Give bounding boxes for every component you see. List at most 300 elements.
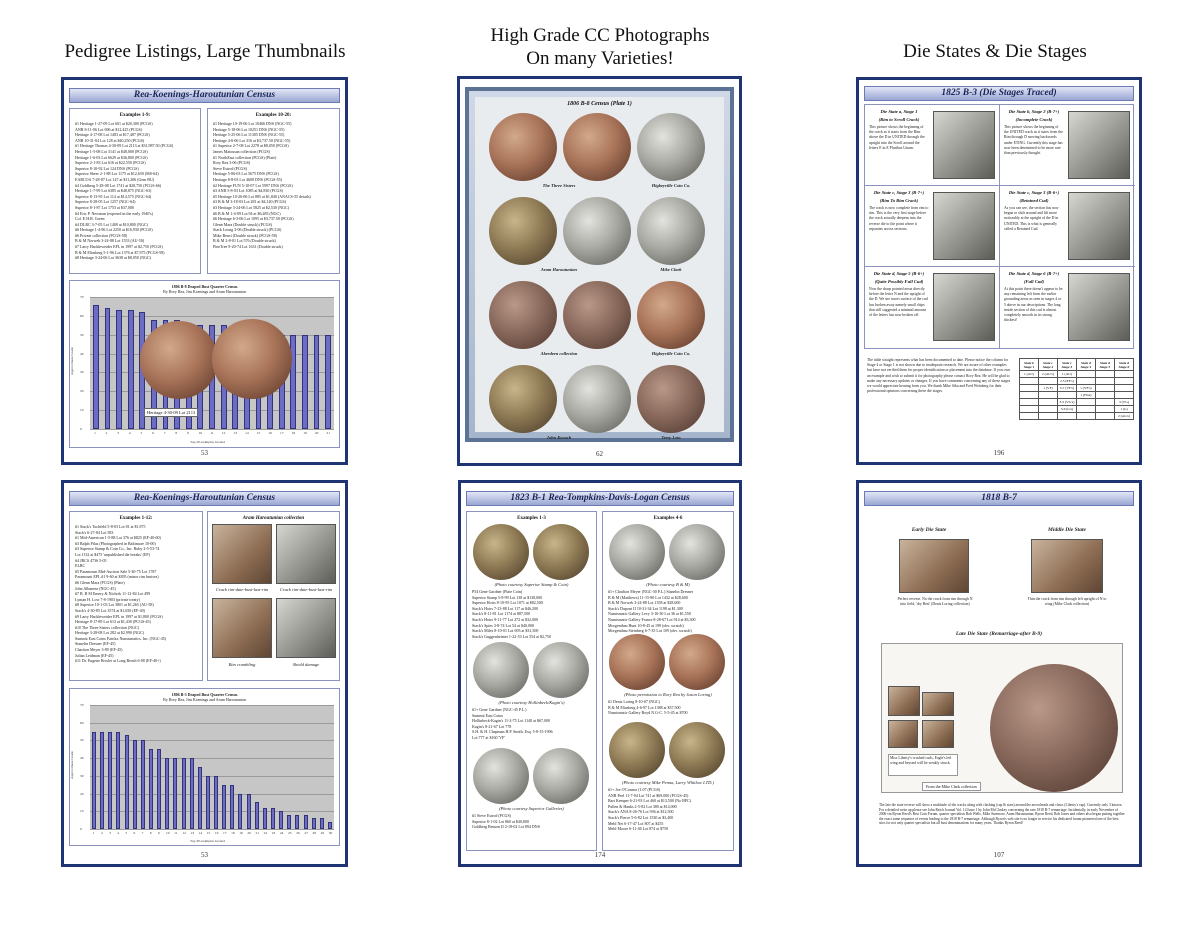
census-entry: S.H. & H. Chapman H.P. Smith, Esq. 5-8-15-1906 <box>472 729 553 735</box>
census-entry: #1+ Charlton Meyer (NGC-30 P.L.) Stanelin Dresner <box>608 589 694 594</box>
census-entry: Numismatic Gallery France 8-28-67 Lot 914 at $3,300 <box>608 616 696 622</box>
census-entry: #1 Superior 2-7-08 Lot 2278 at $8,050 (PCGS) <box>213 143 289 149</box>
coin-photo <box>489 365 557 433</box>
census-entry: #3 ANR 5-8-03 Lot 1085 at $4,830 (PCGS) <box>213 188 283 194</box>
census-entry: Mehl Net 6-17-47 Lot 807 at $255 <box>608 820 664 826</box>
late-die-state-panel <box>881 643 1123 793</box>
collection-label: Terry Leto <box>661 435 681 440</box>
chart-bar <box>325 335 331 429</box>
chart-bar <box>133 740 137 829</box>
chart-x-tick-label: 27 <box>304 831 308 835</box>
late-die-state-caption: Miss Liberty's crushed curls, Eagle's left wing and beyond will be weakly struck. <box>888 754 958 776</box>
die-photo-shield-damage <box>276 598 336 658</box>
chart-bar <box>255 802 259 829</box>
die-stage-table <box>1019 358 1134 430</box>
chart-bar <box>93 305 99 429</box>
chart-x-tick-label: 2 <box>105 431 108 435</box>
census-entry: #6 Heritage 6-3-06 Lot 1095 at $3,737.50 (PCGS) <box>213 216 294 222</box>
census-entry: Julian Leidman (EF-45) <box>75 652 114 658</box>
census-entry: #8 Superior 10-1-03 Lot 3801 at $1,265 (AU-58) <box>75 602 154 608</box>
census-entry: Lot 777 at $160 'VF' <box>472 734 505 740</box>
census-entry: Stack Leong 3-06 (Double struck) (PCGS) <box>213 227 282 233</box>
census-entry: John Albanese (NGC-45) <box>75 585 116 591</box>
census-list <box>608 787 691 832</box>
chart-bar <box>190 758 194 829</box>
collection-label: Higbeyville Coin Co. <box>651 183 691 188</box>
table-cell <box>1057 413 1076 420</box>
chart-bar <box>165 758 169 829</box>
chart-coin-label: Heritage 4-30-09 Lot 2113 <box>144 408 198 417</box>
chart-x-tick-label: 9 <box>187 431 189 435</box>
chart-bar <box>287 815 291 829</box>
page-title: 1825 B-3 (Die Stages Traced) <box>864 86 1134 101</box>
chart-subtitle: By Rory Rea, Jim Koenings and Aram Haroutunian <box>163 697 246 702</box>
coin-photo <box>637 281 705 349</box>
chart-bar <box>182 758 186 829</box>
chart-bar <box>108 732 112 829</box>
late-die-detail-photo <box>888 686 920 716</box>
chart-y-tick-label: 70 <box>80 703 84 707</box>
census-entry: Lot 1132 at $475 'unpublished die breaks' (EF) <box>75 551 150 557</box>
census-entry: Col. E.H.R. Green <box>75 216 105 222</box>
census-entry: Stack's Dupont II 10-31-34 Lot 1198 at $1,300 <box>608 605 683 611</box>
photo-caption: Crack rim-date-bust-last-rim <box>279 587 333 592</box>
middle-die-state-label: Middle Die State <box>1048 527 1086 533</box>
chart-y-tick-label: 50 <box>80 332 84 337</box>
die-stage-cell <box>865 267 1000 348</box>
census-entry: #1 Mid-American 1-5-88 Lot 376 at $825 (EF-40-60) <box>75 535 161 541</box>
table-cell <box>1076 413 1095 420</box>
chart-bar <box>247 794 251 829</box>
page-1823-b1-census[interactable] <box>458 480 742 867</box>
table-cell <box>1114 378 1133 385</box>
census-entry: #10 The Three Sisters collection (NGC) <box>75 624 139 630</box>
chart-x-tick-label: 5 <box>125 831 128 835</box>
census-entry: Stack's Guggenheimer 1-22-53 Lot 554 at $2,750 <box>472 633 552 639</box>
chart-x-tick-label: 20 <box>314 431 319 435</box>
table-cell <box>1039 406 1058 413</box>
census-entry: Stack's Spies 3-8-74 Lot 54 at $40,000 <box>472 622 534 628</box>
plate-frame <box>465 87 734 442</box>
table-cell <box>1039 392 1058 399</box>
chart-y-tick-label: 60 <box>80 720 84 725</box>
census-entry: Superior 8-1-02 Lot 860 at $40,800 <box>472 818 529 824</box>
census-entry: Heritage 5-18-06 Lot 10251 DNS (NGC-55) <box>213 126 285 132</box>
table-row <box>1020 406 1134 413</box>
census-entry: Heritage 8-17-89 Lot 613 at $1,430 (PCGS-45) <box>75 619 151 625</box>
late-die-detail-photo <box>922 692 954 716</box>
chart-y-tick-label: 60 <box>80 313 84 318</box>
table-cell <box>1020 385 1039 392</box>
census-entry: Bart Kemper 6-21-93 Lot 460 at $13,500 (No BPC) <box>608 798 691 804</box>
table-cell <box>1114 371 1133 378</box>
chart-bar <box>92 732 96 829</box>
census-entry: B & M 2-8-01 Lot 576 (Double struck) <box>213 238 276 244</box>
die-stage-photo <box>933 273 995 341</box>
table-cell <box>1095 378 1114 385</box>
census-entry: Chariton Meyer 3-89 (EF-45) <box>75 647 123 653</box>
photo-credit: (Photo permission to Rory Rea by Jason Loring) <box>624 692 712 697</box>
census-list <box>472 589 551 639</box>
chart-y-tick-label: 50 <box>80 738 84 743</box>
chart-bar <box>125 735 129 829</box>
die-stage-cell <box>865 186 1000 267</box>
chart-bar <box>157 749 161 829</box>
die-stage-description: The crack is now complete from rim to rim. This is the very first stage before the crack actually deepens into the reverse die to the point where it separates across sections. <box>869 206 929 231</box>
chart-bar <box>302 335 308 429</box>
table-cell <box>1114 392 1133 399</box>
chart-bar <box>100 732 104 829</box>
census-entry: #5 Heritage 10-26-06 Lot 885 at $1,840 (ANACS-55 details) <box>213 193 311 199</box>
chart-gridline <box>90 297 334 298</box>
die-stage-description: As you can see, the section has now begun to shift around and lift more noticeably at the upright of the D in UNITED. This is what is generally called a Retained Cud. <box>1004 206 1059 231</box>
census-entry: Heritage 1-6-03 Lot 6629 at $36,800 (PCGS) <box>75 154 148 160</box>
census-entry: Numismatic Gallery Boyd N.G-C. 5-5-45 at $700 <box>608 710 688 716</box>
caption-line-2: On many Varieties! <box>526 48 674 69</box>
page-number: 107 <box>993 851 1005 859</box>
census-entry: P54 Gene Gardner (Plate Coin) <box>472 589 523 594</box>
chart-x-tick-label: 9 <box>157 831 160 835</box>
census-entry: #6 Heritage 1-4-96 Lot 2250 at $16,930 (PCGS) <box>75 227 153 233</box>
chart-x-tick-label: 21 <box>326 431 330 435</box>
early-die-state-label: Early Die State <box>911 527 947 533</box>
census-entry: Stanelin Dresner (EF-45) <box>75 641 116 647</box>
census-entry: Heritage 4-6-06 Lot 316 at $3,737.50 (NGC-55) <box>213 137 291 143</box>
table-cell: 2 (AU's) <box>1039 371 1058 378</box>
chart-bar <box>279 811 283 829</box>
caption-line-1: High Grade CC Photographs <box>490 25 710 46</box>
page-1806-b8-census-plate[interactable] <box>457 76 742 466</box>
chart-x-tick-label: 13 <box>190 831 194 835</box>
box-heading: Examples 1-3 <box>517 516 546 521</box>
table-cell: 1 (AU) <box>1057 371 1076 378</box>
chart-bar <box>198 767 202 829</box>
table-cell <box>1114 385 1133 392</box>
census-box-examples-1-3 <box>466 511 597 851</box>
chart-y-tick-label: 40 <box>80 351 84 356</box>
census-entry: Stack's 4-30-85 Lot 3574 at $1,650 (EF-40) <box>75 607 145 613</box>
chart-x-tick-label: 28 <box>312 831 316 835</box>
census-entry: Heritage 8-8-03 Lot 4608 DNS (PCGS-55) <box>213 176 282 182</box>
collection-label: Mike Clark <box>660 267 682 272</box>
table-cell <box>1076 378 1095 385</box>
census-entry: Stack's 6-27-84 Lot 583 <box>75 529 114 535</box>
chart-bar <box>149 749 153 829</box>
chart-x-tick-label: 18 <box>291 431 296 435</box>
die-stage-description: At this point there doesn't appear to be any remaining left from the earlier grounding areas as seen in stages 4 or 5 above in our descriptions. The long inside section of this cud is almost completely smooth in its strong thickest! <box>1004 287 1063 323</box>
table-row <box>1020 378 1134 385</box>
late-die-detail-photo <box>922 720 954 748</box>
census-entry: Heritage 1-5-08 Lot 3141 at $48,000 (PCGS) <box>75 148 148 154</box>
census-entry: #6 Glenn Mara (PCGS) (Plate) <box>75 579 125 585</box>
chart-x-tick-label: 24 <box>279 831 284 835</box>
die-stage-subheading: (Rim To Rim Crack) <box>879 198 919 203</box>
census-entry: Morgenthau Steinberg 6-7-35 Lot 109 (obv. scratch) <box>608 628 692 634</box>
chart-x-tick-label: 7 <box>163 431 166 435</box>
census-entry: Stack's 8-11-81 Lot 1174 at $87,500 <box>472 611 530 617</box>
table-cell: 3-5 (VG's) <box>1059 400 1075 404</box>
chart-x-tick-label: 8 <box>149 831 152 835</box>
chart-x-tick-label: 16 <box>268 431 272 435</box>
table-cell: 1 (G) <box>1114 406 1133 413</box>
chart-gridline <box>90 829 334 830</box>
table-cell <box>1039 413 1058 420</box>
die-stage-photo <box>933 192 995 260</box>
chart-y-tick-label: 10 <box>80 408 84 413</box>
census-entry: #11 Dr. Eugene Brixler at Long Beach 6-08 (EF-40+) <box>75 658 161 664</box>
chart-x-tick-label: 11 <box>174 831 178 835</box>
die-stage-subheading: (Rim to Scroll Crack) <box>878 117 920 122</box>
table-cell <box>1095 371 1114 378</box>
chart-x-tick-label: 5 <box>140 431 143 435</box>
chart-x-tick-label: 2 <box>100 831 103 835</box>
census-list <box>472 813 540 830</box>
die-photo-date-crack <box>212 524 272 584</box>
chart-x-tick-label: 26 <box>296 831 300 835</box>
chart-bar <box>290 335 296 429</box>
coin-photo <box>563 365 631 433</box>
census-entry: #1+ Joe O'Connor (1.07 (PCGS) <box>608 787 661 792</box>
census-entry: B & M Eliasberg 4-6-97 Lot 1388 at $37,500 <box>608 704 681 710</box>
die-stage-photo <box>1068 192 1130 260</box>
census-entry: Glenn Mara (Double struck) (PCGS) <box>213 221 273 227</box>
photo-credit: (Photo courtesy Mike Penna, Larry Whitlow LTD.) <box>622 780 714 785</box>
census-entry: Heritage 4-17-08 Lot 1483 at $17,487 (PCGS) <box>75 132 150 138</box>
census-entry: Lyman H. Low 7-8-1903 (private treaty) <box>75 596 140 602</box>
census-entry: #8 Heritage 3-24-06 Lot 3638 at $8,050 (NGC) <box>75 255 151 261</box>
chart-title: 1806 B-3 Draped Bust Quarter Census <box>171 692 238 697</box>
table-cell <box>1020 392 1039 399</box>
chart-x-tick-label: 22 <box>263 831 268 835</box>
census-entry: Superior 8-1-87 Lot 1753 at $37,000 <box>75 204 134 210</box>
census-box-examples-1-12 <box>69 511 203 681</box>
table-cell <box>1095 406 1114 413</box>
census-entry: #1 Stack's Tuchfeld 5-8-03 Lot 81 at $1,875 <box>75 524 146 529</box>
census-entry: Hollinbeck-Kagin's 11-2-75 Lot 1140 at $67,000 <box>472 718 550 724</box>
census-list <box>608 699 688 716</box>
page-1825-b3-die-stages[interactable] <box>856 77 1142 465</box>
die-stage-heading: Die State d, Stage 5 (R-6+) <box>873 271 925 276</box>
chart-x-tick-label: 13 <box>233 431 237 435</box>
chart-x-tick-label: 11 <box>210 431 214 435</box>
chart-y-tick-label: 40 <box>80 756 84 761</box>
chart-y-tick-label: 20 <box>80 791 84 796</box>
chart-x-tick-label: 19 <box>239 831 243 835</box>
chart-x-tick-label: 12 <box>182 831 186 835</box>
chart-x-tick-label: 4 <box>117 831 119 835</box>
table-row <box>1020 399 1134 406</box>
chart-bar <box>314 335 320 429</box>
table-cell <box>1039 399 1058 406</box>
coin-photo-reverse <box>533 642 589 698</box>
census-entry: Heritage 5-25-06 Lot 11305 DNS (NGC-55) <box>213 132 285 138</box>
census-entry: #6 Private collection (PCGS-58) <box>75 232 128 238</box>
census-entry: Kagin's 8-21-67 Lot 778 <box>472 723 512 729</box>
chart-bar <box>304 815 308 829</box>
photo-credit: (Photo courtesy Superior Stamp & Coin) <box>494 582 569 587</box>
chart-bar <box>116 732 120 829</box>
table-cell: 5-6 (G's) <box>1057 406 1076 413</box>
die-stage-subheading: (Retained Cud) <box>1019 198 1049 203</box>
page-pedigree-census-1806-b3[interactable] <box>61 480 348 867</box>
table-header-cell: State d Stage 5 <box>1095 359 1114 371</box>
census-entry: #3 Heritage 3-24-06 Lot 5825 at $2,530 (NGC) <box>213 204 289 210</box>
die-stage-description: This picture shows the beginning of the UNITED crack as it starts from the Rim through D moving backwards under ETING. Currently this stage has now been determined to be more rare than previously thought. <box>1004 125 1063 156</box>
page-number: 53 <box>201 449 208 457</box>
page-title: 1818 B-7 <box>864 491 1134 506</box>
die-stage-photo <box>1068 273 1130 341</box>
census-list <box>75 121 195 261</box>
census-entry: Mehl Moore 6-11-46 Lot 874 at $750 <box>608 826 669 832</box>
collection-label: Aram Haroutunian collection <box>242 516 305 521</box>
table-row <box>1020 392 1134 399</box>
census-entry: ELRC <box>75 563 86 569</box>
collection-label: Aberdeen collection <box>540 351 578 356</box>
late-die-state-notes: The late die state reverse will show a multitude of die cracks along with clashing (cap & stars) around the arrowheads and claws (Liberty's cap). Currently only 3 known. For a detailed write up please see John Reich Journal Vol. 14 Issue 1 by John McCloskey concerning the rare 1818 B-7 remarriage. Incidentally, in early November of 2006 via Byron Reed's Best Coin Forum, quarter specialists Bob Wells, Mike Sizemore, Aram Haroutunian, Byron Reed, Rob Jones and others also began putting together the exact same sequence of events leading to the 1818 B-7 remarriage. Although Byron's web site is no longer in service his dedicated forum pioneered one of the best sites for not only quarter specialists but all bust denominations for many years. Thanks Byron Reed! <box>879 803 1125 826</box>
census-entry: #4 JRCS 4736 5-05 <box>75 557 107 563</box>
chart-bar <box>173 758 177 829</box>
table-header-cell: State c Stage 3 <box>1057 359 1076 371</box>
census-entry: Pullen & Hanks 2-5-82 Lot 380 at $14,000 <box>608 803 677 809</box>
page-number: 53 <box>201 851 208 859</box>
chart-gridline <box>90 705 334 706</box>
coin-photo <box>489 281 557 349</box>
coin-photo-reverse <box>669 634 725 690</box>
caption-high-grade-photos <box>440 24 760 70</box>
middle-die-state-caption: Thin die crack from rim through left upright of N to wing (Mike Clark collection) <box>1027 597 1107 607</box>
table-row <box>1020 371 1134 378</box>
chart-bar <box>328 822 332 829</box>
census-entry: #2 Heritage FUN 5-10-07 Lot 5997 DNS (PCGS) <box>213 182 293 188</box>
census-entry: ANR 10-31-04 Lot 128 at $40,250 (PCGS) <box>75 137 145 143</box>
page-1818-b7-die-states[interactable] <box>856 480 1142 867</box>
census-box-examples-1-9 <box>69 108 201 274</box>
chart-y-tick-label: 20 <box>80 389 84 394</box>
die-stage-description: This picture shows the beginning of the crack as it starts from the Rim above the D in UNITED through the upright into the Scroll around the letters E in E Pluribus Unum. <box>869 125 925 150</box>
chart-x-tick-label: 23 <box>271 831 276 835</box>
census-bar-chart <box>69 688 340 846</box>
census-entry: Stack's Hoirs 7-23-88 Lot 117 at $46,200 <box>472 605 539 611</box>
census-entry: #4 Eric P. Newman (exposed in the early 1940's) <box>75 210 153 216</box>
chart-bar <box>312 818 316 829</box>
chart-x-tick-label: 20 <box>247 831 251 835</box>
chart-y-tick-label: 30 <box>80 370 84 375</box>
die-stage-cell <box>1000 267 1135 348</box>
census-entry: #1 Heritage 1-27-09 Lot 601 at $20,300 (PCGS) <box>75 121 153 126</box>
chart-x-tick-label: 19 <box>303 431 307 435</box>
chart-gridline <box>90 723 334 724</box>
page-pedigree-census-1806-b8[interactable] <box>61 77 348 465</box>
census-entry: Stack's Miles 8-10-01 Lot 693 at $31,500 <box>472 628 539 634</box>
chart-x-tick-label: 6 <box>133 831 136 835</box>
census-entry: B & M (Matthews) 11-15-90 Lot 1432 at $28,600 <box>608 594 688 600</box>
die-stage-heading: Die State b, Stage 2 (R-7+) <box>1008 109 1060 114</box>
census-entry: Summit East Coins Fairfax Numismatics, Inc. (NGC-45) <box>75 635 167 641</box>
box-heading: Examples 1-9: <box>119 113 151 118</box>
caption-pedigree-listings: Pedigree Listings, Large Thumbnails <box>64 41 346 62</box>
chart-gridline <box>90 316 334 317</box>
census-entry: ANR Peel 11-7-04 Lot 741 at $69,000 (PCGS-45) <box>608 792 689 798</box>
die-stage-subheading: (Quite Possibly Full Cud) <box>874 279 924 284</box>
census-entry: B & M Norweb 3-24-88 Lot 1358 at $28,600 <box>608 600 681 606</box>
coin-photo-obverse <box>473 524 529 580</box>
census-entry: Numismatic Gallery Levy 3-16-30 Lot 36 at $1,550 <box>608 611 691 617</box>
page-title: Rea-Koenings-Haroutunian Census <box>69 88 340 103</box>
die-stage-notes: The table straight represents what has been documented to date. Please notice the column for Stage 4 or Stage 1 is not shown due to inadequate research. We are aware of other examples but have not verified them for proper identification or placement into the database. If you own an example and wish to submit it for photography please contact Rory Rea. He will be glad to make any necessary updates or changes. If you have comments concerning any of these stages we would appreciate hearing from you. We thank Mike Sika and Fred Weinberg for their professional opinions concerning these die stages. <box>867 358 1011 394</box>
table-cell: 1 (AU) <box>1020 371 1039 378</box>
die-stage-heading: Die State c, Stage 3 (R-6+) <box>1008 190 1060 195</box>
chart-bar <box>271 808 275 829</box>
chart-subtitle: By Rory Rea, Jim Koenings and Aram Haroutunian <box>163 289 246 294</box>
photo-box-die-details <box>207 511 340 681</box>
census-entry: EARCOA 7-28-87 Lot 147 at $11,206 (Gem BU) <box>75 176 155 182</box>
table-cell <box>1020 413 1039 420</box>
chart-x-tick-label: 15 <box>206 831 211 835</box>
census-entry: #1 Heritage Thomas 4-30-09 Lot 2113 at $31,987.50 (PCGS) <box>75 143 174 149</box>
table-cell: 3-7 (VF's) <box>1057 385 1076 392</box>
box-heading: Examples 10-20: <box>255 113 292 118</box>
census-entry: Morgenthau Hunt 10-8-45 at 199 (obv. scratch) <box>608 622 684 628</box>
census-list <box>213 121 334 250</box>
die-stage-subheading: (Full Cud) <box>1023 279 1045 284</box>
census-entry: Superior Hoirs 8-10-95 Lot 1071 at $82,500 <box>472 600 543 606</box>
chart-y-tick-label: 30 <box>80 773 84 778</box>
chart-bar <box>116 310 122 429</box>
early-die-state-caption: Perfect reverse. No die crack from rim through N into field, 'dry Rest' (Denis Loring collection) <box>897 597 973 607</box>
page-number: 174 <box>594 851 606 859</box>
census-entry: Superior 8-13-95 Lot 114 at $14,575 (NGC-64) <box>75 193 152 199</box>
census-entry: Heritage 3-28-08 Lot 282 at $2,990 (NGC) <box>75 630 144 636</box>
census-entry: Rory Rea 3-06 (PCGS) <box>213 160 251 166</box>
chart-x-tick-label: 21 <box>255 831 259 835</box>
chart-x-tick-label: 3 <box>109 831 111 835</box>
census-entry: #1 Denis Loring 8-10-07 (NGC) <box>608 699 660 704</box>
census-entry: Stack's Pierce 5-6-82 Lot 1530 at $3,400 <box>608 814 674 820</box>
die-stage-grid <box>864 104 1134 349</box>
census-entry: Superior 8-10-92 Lot 124 DNS (PCGS) <box>75 165 139 171</box>
coin-photo-obverse <box>473 642 529 698</box>
census-entry: Superior Stamp 5-8-99 Lot 138 at $138,000 <box>472 594 543 600</box>
chart-x-tick-label: 18 <box>231 831 235 835</box>
chart-bar <box>141 740 145 829</box>
chart-x-tick-label: 12 <box>221 431 226 435</box>
table-cell: 2.5 (EF's) <box>1057 378 1076 385</box>
coin-photo-obverse <box>609 722 665 778</box>
table-header-cell: State d Stage 4 <box>1076 359 1095 371</box>
box-heading: Examples 4-6 <box>653 516 683 521</box>
chart-x-tick-label: 30 <box>328 831 333 835</box>
census-entry: #6 B & M 1-4-09 Lot 94 at $6,483 (NGC) <box>213 210 281 216</box>
table-cell <box>1076 371 1095 378</box>
census-entry: Superior Sheer 2-1-88 Lot 1175 at $12,650 (MS-64) <box>75 171 159 177</box>
table-cell: 2 (AG's) <box>1114 413 1133 420</box>
table-cell <box>1095 385 1114 392</box>
chart-y-tick-label: 0 <box>80 427 82 431</box>
census-entry: ANR 8-11-06 Lot 696 at $12,425 (PCGS) <box>75 126 143 132</box>
chart-y-axis-label: Approximate Grade <box>69 751 74 779</box>
table-cell <box>1020 399 1039 406</box>
census-entry: B & M Eliasberg 5-1-96 Lot 1376 at $7,975 (PCGS-58) <box>75 249 165 255</box>
census-box-examples-10-20 <box>207 108 340 274</box>
die-stage-heading: Die State a, Stage 1 <box>880 109 918 114</box>
census-entry: #3 Ralph Pilas (Photographed in Baltimore 10-00) <box>75 540 156 546</box>
chart-x-axis-label: Top 30 examples located <box>190 839 225 843</box>
plate-title: 1806 B-8 Census (Plate 1) <box>567 101 632 107</box>
chart-bar <box>295 815 299 829</box>
chart-x-tick-label: 17 <box>222 831 227 835</box>
die-stage-cell <box>865 105 1000 186</box>
chart-x-tick-label: 7 <box>141 831 144 835</box>
